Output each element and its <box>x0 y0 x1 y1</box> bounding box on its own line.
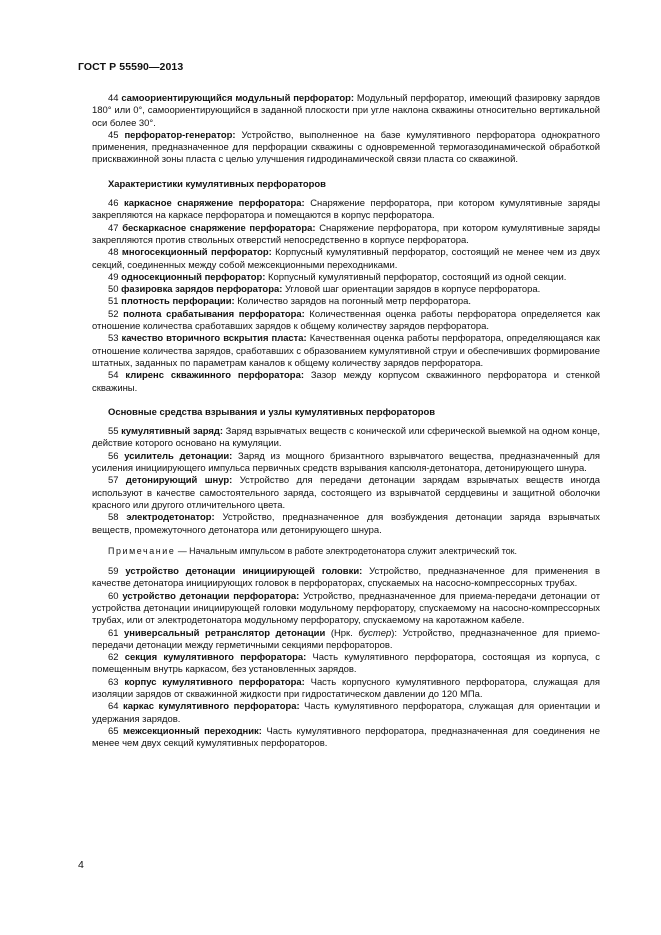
entry-62 <box>92 652 600 677</box>
entry-number: 52 <box>108 308 119 320</box>
entry-definition: Заряд из мощного бризантного взрывчатого вещества, предназначенный для усиления инициирующего импульса первичных средств взрывания капсюля-детонатора, детонирующего шнура. <box>92 450 601 475</box>
entry-definition: Устройство, предназначенное для приема-передачи детонации от устройства детонации инициирующей головки модульному перфоратору, спускаемому на насосно-компрессорных трубах, или от электродетонатора модульному перфоратору, спускаемому на каротажном кабеле. <box>92 590 601 627</box>
entry-64 <box>92 701 600 726</box>
entry-term: каркас кумулятивного перфоратора: <box>123 701 300 713</box>
entry-53 <box>92 333 600 370</box>
entry-number: 56 <box>108 450 119 462</box>
note <box>92 545 600 557</box>
entry-term: электродетонатор: <box>126 512 215 524</box>
entry-definition: Модульный перфоратор, имеющий фазировку зарядов 180° или 0°, самоориентирующийся в заданной плоскости при угле наклона скважины относительно вертикальной оси более 30°. <box>92 93 600 129</box>
entry-term: устройство детонации инициирующей головки: <box>125 566 363 578</box>
entry-definition: Корпусный кумулятивный перфоратор, состоящий из одной секции. <box>265 271 567 283</box>
entry-term: полнота срабатывания перфоратора: <box>123 308 305 320</box>
entry-65 <box>92 726 600 751</box>
entry-59 <box>92 566 600 591</box>
entry-number: 63 <box>108 676 119 688</box>
entry-term: детонирующий шнур: <box>125 475 233 487</box>
entry-definition-a: (Нрк. <box>325 627 359 639</box>
entry-number: 48 <box>108 247 119 259</box>
entry-definition: Часть кумулятивного перфоратора, служащая для ориентации и удержания зарядов. <box>92 701 601 725</box>
document-body <box>92 93 600 751</box>
entry-number: 53 <box>108 333 119 345</box>
entry-definition: Часть кумулятивного перфоратора, состоящая из корпуса, с помещенным внутрь каркасом, без установленных зарядов. <box>92 652 601 676</box>
entry-55 <box>92 426 600 451</box>
entry-term: каркасное снаряжение перфоратора: <box>124 198 305 210</box>
entry-term: бескаркасное снаряжение перфоратора: <box>122 222 316 234</box>
entry-57 <box>92 475 600 512</box>
entry-number: 54 <box>108 370 119 382</box>
entry-term: усилитель детонации: <box>124 450 233 462</box>
page-number: 4 <box>78 859 84 871</box>
entry-44 <box>92 93 600 130</box>
entry-term: кумулятивный заряд: <box>121 426 224 438</box>
document-code: ГОСТ Р 55590—2013 <box>78 61 184 73</box>
entry-56 <box>92 451 600 476</box>
entry-51 <box>92 296 600 308</box>
entry-definition: Устройство, предназначенное для возбуждения детонации заряда взрывчатых веществ, промежуточного детонатора или детонирующего шнура. <box>92 512 600 536</box>
entry-definition: Заряд взрывчатых веществ с конической или сферической выемкой на одном конце, действие которого основано на кумуляции. <box>92 426 600 450</box>
entry-number: 55 <box>108 426 119 438</box>
entry-term: односекционный перфоратор: <box>121 271 266 283</box>
entry-48 <box>92 247 600 272</box>
entry-definition: Часть кумулятивного перфоратора, предназначенная для соединения не менее чем двух секций кумулятивных перфораторов. <box>92 725 601 750</box>
entry-60 <box>92 591 600 628</box>
entry-number: 51 <box>108 296 119 308</box>
entry-49 <box>92 272 600 284</box>
entry-number: 47 <box>108 222 119 234</box>
entry-52 <box>92 309 600 334</box>
section-heading: Характеристики кумулятивных перфораторов <box>108 178 326 190</box>
entry-46 <box>92 198 600 223</box>
entry-number: 59 <box>108 566 119 578</box>
entry-term: устройство детонации перфоратора: <box>122 590 300 602</box>
entry-50 <box>92 284 600 296</box>
entry-number: 60 <box>108 590 119 602</box>
entry-47 <box>92 223 600 248</box>
entry-definition: Угловой шаг ориентации зарядов в корпусе перфоратора. <box>282 284 541 296</box>
entry-definition: Снаряжение перфоратора, при котором кумулятивные заряды закрепляются против ствольных отверстий непосредственно в корпусе перфоратора. <box>92 222 600 246</box>
entry-definition: Устройство для передачи детонации зарядам взрывчатых веществ иногда используют в качестве самостоятельного заряда, состоящего из взрывчатой сердцевины и защитной оболочки красного или другого отличительного цвета. <box>92 475 600 511</box>
entry-term: клиренс скважинного перфоратора: <box>125 370 304 382</box>
entry-deprecated-term: бустер <box>358 627 392 639</box>
entry-number: 46 <box>108 198 119 210</box>
entry-54 <box>92 370 600 395</box>
entry-number: 65 <box>108 725 119 737</box>
entry-term: фазировка зарядов перфоратора: <box>121 284 283 296</box>
entry-definition-b: ): Устройство, предназначенное для приемо-передачи детонации между герметичными секциями перфораторов. <box>92 627 601 651</box>
entry-term: секция кумулятивного перфоратора: <box>124 652 307 664</box>
entry-term: корпус кумулятивного перфоратора: <box>124 676 305 688</box>
entry-61 <box>92 628 600 653</box>
entry-definition: Качественная оценка работы перфоратора, определяющаяся как отношение количества зарядов, сработавших с образованием кумулятивной струи и обеспечивших формирование штатных, заданных по параметрам каналов к общему количеству зарядов перфоратора. <box>92 333 600 369</box>
note-label: Примечание <box>108 545 176 556</box>
entry-definition: Количественная оценка работы перфоратора определяется как отношение количества сработавших зарядов к общему количеству зарядов перфоратора. <box>92 308 600 333</box>
entry-term: универсальный ретранслятор детонации <box>124 627 326 639</box>
entry-number: 62 <box>108 652 119 664</box>
entry-58 <box>92 512 600 537</box>
entry-definition: Устройство, выполненное на базе кумулятивного перфоратора однократного применения, предназначенное для перфорации скважины с одновременной термогазодинамической обработкой прискважинной зоны пласта с целью улучшения гидродинамической связи пласта со скважиной. <box>92 129 600 166</box>
section-heading: Основные средства взрывания и узлы кумулятивных перфораторов <box>108 406 436 418</box>
entry-63 <box>92 677 600 702</box>
entry-term: самоориентирующийся модульный перфоратор: <box>121 93 355 104</box>
entry-number: 61 <box>108 627 119 639</box>
entry-term: многосекционный перфоратор: <box>121 247 272 259</box>
entry-number: 49 <box>108 271 119 283</box>
entry-definition: Устройство, предназначенное для применения в качестве детонатора инициирующих головок в перфораторах, спускаемых на насосно-компрессорных трубах. <box>92 566 601 590</box>
entry-definition: Снаряжение перфоратора, при котором кумулятивные заряды закрепляются на каркасе перфоратора и помещаются в корпус перфоратора. <box>92 198 601 222</box>
entry-term: перфоратор-генератор: <box>124 129 236 141</box>
entry-number: 45 <box>108 129 119 141</box>
entry-definition: Зазор между корпусом скважинного перфоратора и стенкой скважины. <box>92 370 601 394</box>
entry-term: плотность перфорации: <box>121 296 235 308</box>
note-text: — Начальным импульсом в работе электродетонатора служит электрический ток. <box>175 545 517 556</box>
entry-number: 57 <box>108 475 119 487</box>
entry-number: 64 <box>108 701 119 713</box>
entry-definition: Часть корпусного кумулятивного перфоратора, служащая для изоляции зарядов от скважинной жидкости при гидростатическом давлении до 120 МПа. <box>92 676 600 701</box>
entry-number: 58 <box>108 512 119 524</box>
entry-term: качество вторичного вскрытия пласта: <box>121 333 307 345</box>
entry-45 <box>92 130 600 167</box>
entry-number: 44 <box>108 93 119 104</box>
entry-definition: Корпусный кумулятивный перфоратор, состоящий не менее чем из двух секций, соединенных между собой межсекционными переходниками. <box>92 247 600 271</box>
entry-term: межсекционный переходник: <box>123 725 262 737</box>
entry-definition: Количество зарядов на погонный метр перфоратора. <box>234 296 471 308</box>
entry-number: 50 <box>108 284 119 296</box>
